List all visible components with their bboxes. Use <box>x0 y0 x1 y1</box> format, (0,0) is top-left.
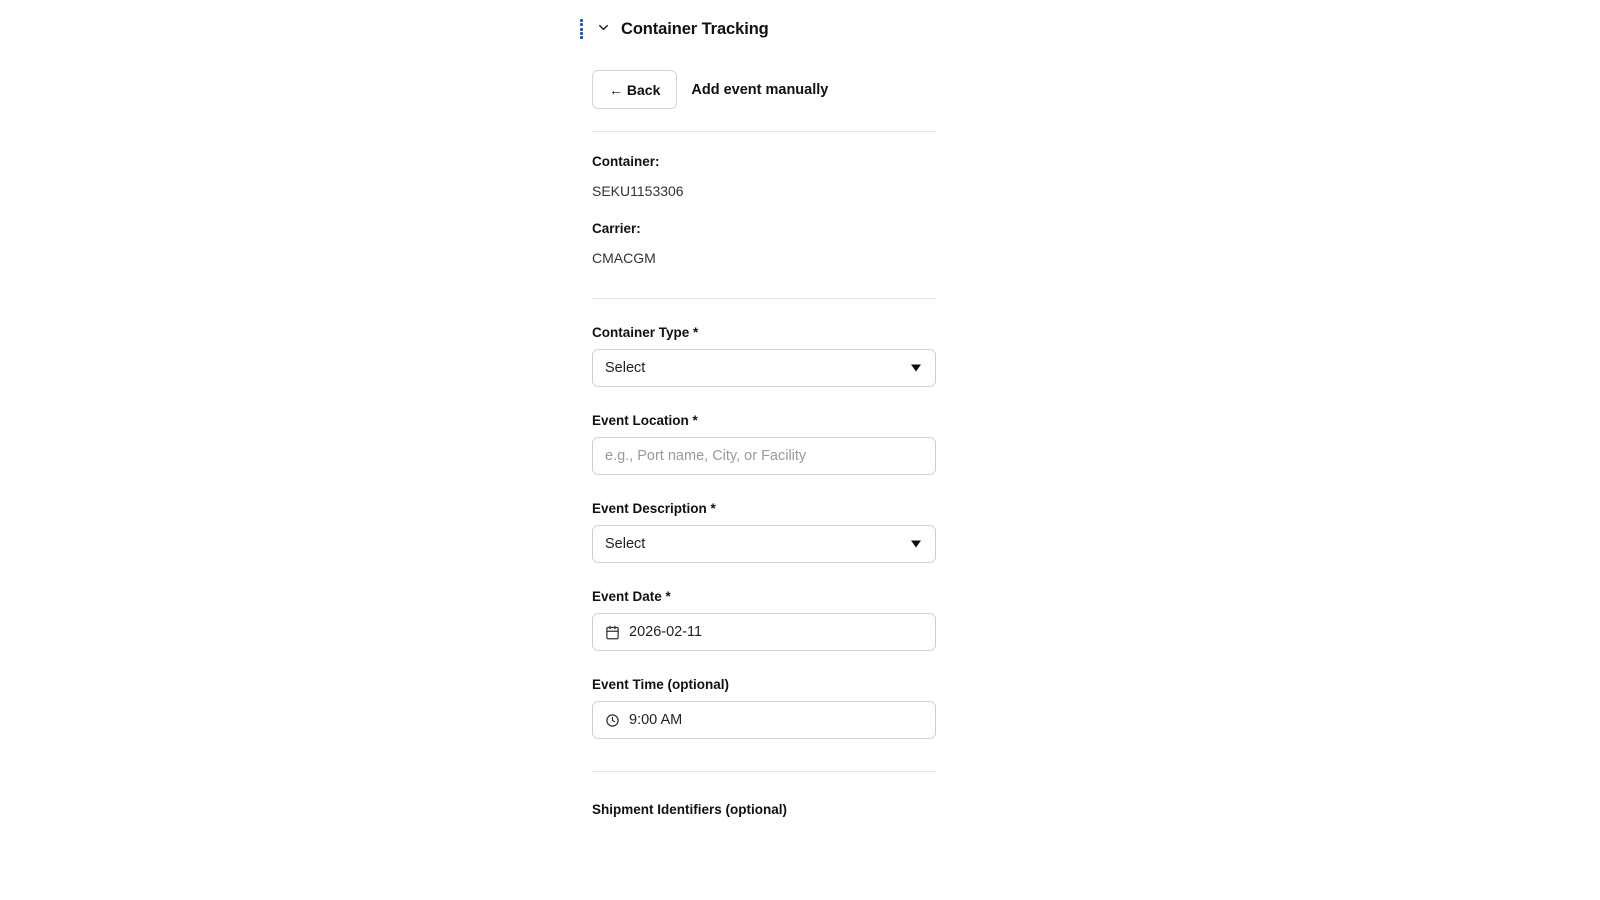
container-value: SEKU1153306 <box>592 183 684 199</box>
chevron-down-icon[interactable] <box>594 20 613 37</box>
form-section-title: Add event manually <box>691 81 829 98</box>
container-type-select[interactable] <box>592 349 936 387</box>
field-event-description <box>592 501 936 563</box>
bottom-fade-overlay <box>576 856 968 900</box>
event-date-value: 2026-02-11 <box>629 624 703 640</box>
event-location-label: Event Location * <box>592 413 698 428</box>
container-type-label: Container Type * <box>592 325 699 340</box>
drag-dots-icon[interactable] <box>576 18 586 40</box>
event-date-input[interactable] <box>592 613 936 651</box>
container-type-value: Select <box>605 360 646 376</box>
shipment-identifiers-label: Shipment Identifiers (optional) <box>592 802 787 817</box>
event-location-input[interactable] <box>592 437 936 475</box>
calendar-icon <box>605 625 620 640</box>
event-location-placeholder: e.g., Port name, City, or Facility <box>605 448 807 464</box>
back-button[interactable]: ← Back <box>592 70 677 109</box>
manual-event-form <box>592 70 936 817</box>
event-time-value: 9:00 AM <box>629 712 683 728</box>
container-label: Container: <box>592 154 660 169</box>
panel-header <box>576 18 769 40</box>
field-event-date <box>592 589 936 651</box>
event-description-select[interactable] <box>592 525 936 563</box>
field-container-type <box>592 325 936 387</box>
event-date-label: Event Date * <box>592 589 671 604</box>
divider-bottom <box>592 771 936 772</box>
page-title: Container Tracking <box>621 19 769 38</box>
clock-icon <box>605 713 620 728</box>
carrier-label: Carrier: <box>592 221 641 236</box>
event-description-label: Event Description * <box>592 501 716 516</box>
field-event-location <box>592 413 936 475</box>
divider-middle <box>592 298 936 299</box>
form-toolbar <box>592 70 936 109</box>
chevron-down-icon <box>911 365 921 372</box>
carrier-value: CMACGM <box>592 250 656 266</box>
chevron-down-icon <box>911 541 921 548</box>
event-time-input[interactable] <box>592 701 936 739</box>
event-description-value: Select <box>605 536 646 552</box>
divider-top <box>592 131 936 132</box>
field-event-time <box>592 677 936 739</box>
event-time-label: Event Time (optional) <box>592 677 730 692</box>
